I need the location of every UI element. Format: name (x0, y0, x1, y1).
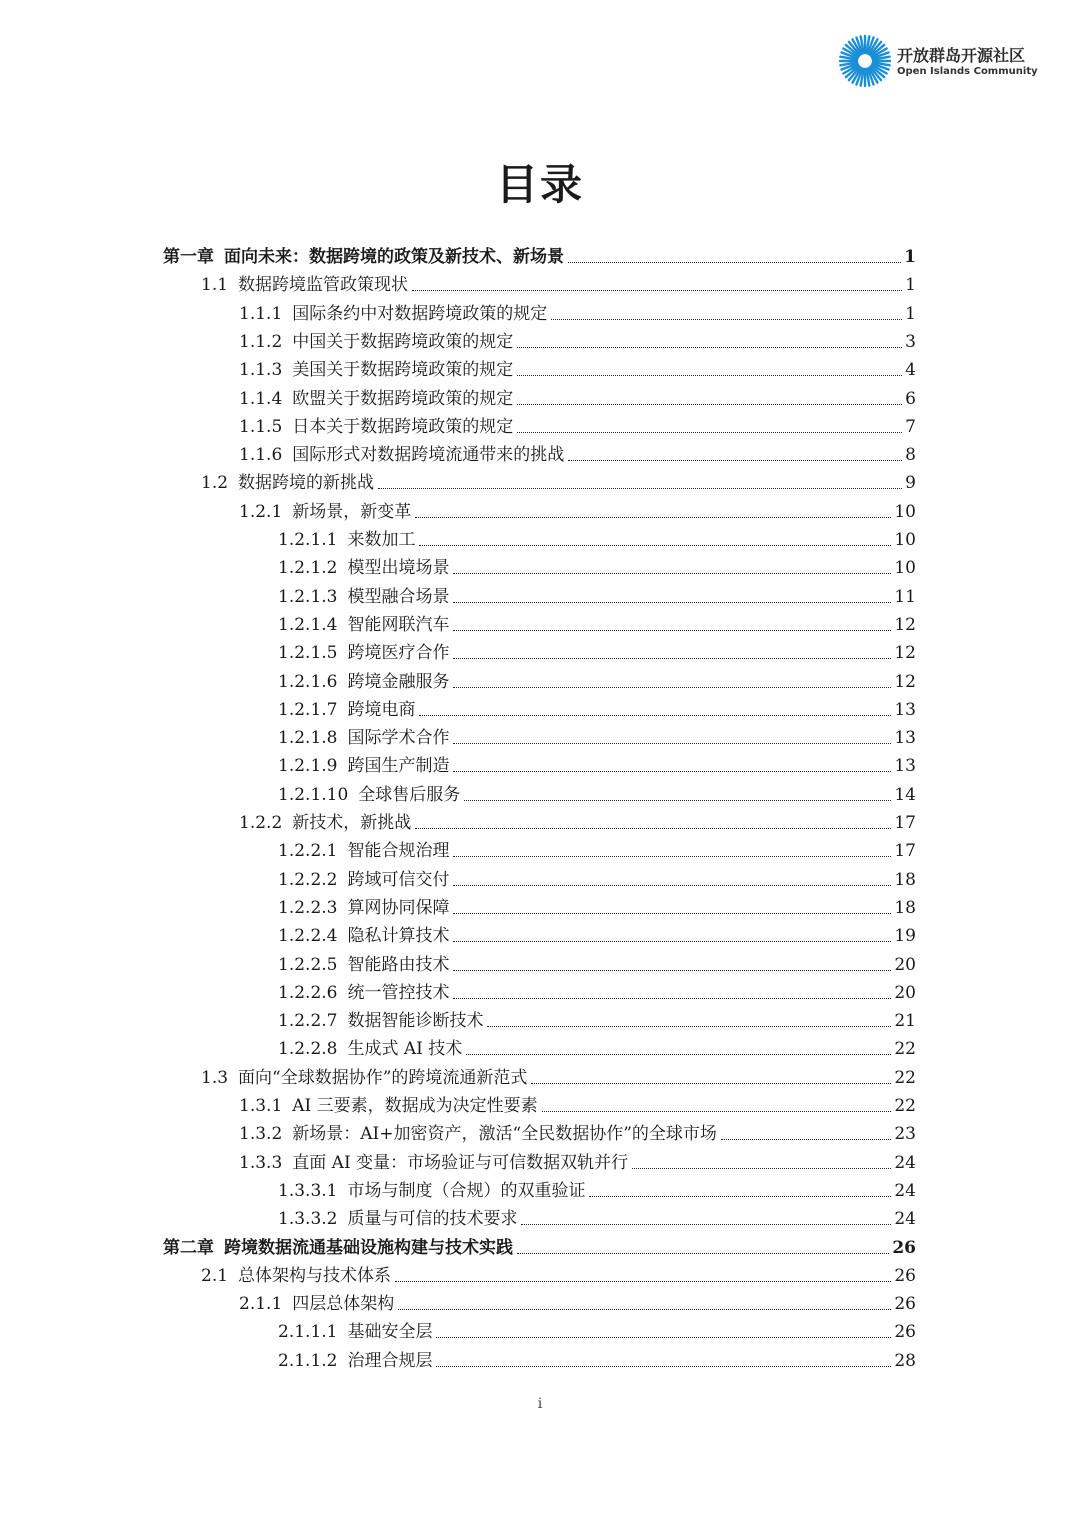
toc-entry-number: 1.1.4 (239, 388, 283, 409)
toc-entry-page: 20 (894, 982, 916, 1003)
sunburst-logo-icon (838, 34, 892, 88)
toc-entry[interactable] (278, 946, 916, 974)
toc-entry-page: 7 (905, 416, 916, 437)
toc-entry-page: 1 (904, 247, 916, 267)
toc-entry-page: 8 (905, 445, 916, 466)
toc-entry-title: 日本关于数据跨境政策的规定 (292, 416, 514, 437)
toc-entry-number: 1.2.2.5 (278, 954, 338, 975)
toc-entry[interactable] (278, 549, 916, 577)
toc-entry-number: 1.2.1.2 (278, 558, 338, 579)
toc-entry-number: 1.1.1 (239, 303, 283, 324)
toc-entry-page: 22 (894, 1096, 916, 1116)
toc-entry-number: 第一章 (163, 247, 214, 267)
toc-dot-leader (517, 375, 902, 376)
toc-entry-number: 1.2.1 (239, 501, 283, 522)
toc-entry[interactable] (278, 889, 916, 917)
toc-entry-number: 1.2.1.7 (278, 699, 338, 720)
toc-entry[interactable] (239, 1285, 916, 1313)
toc-entry-page: 13 (894, 728, 916, 749)
toc-entry-title: 算网协同保障 (347, 897, 450, 918)
toc-dot-leader (415, 828, 891, 829)
toc-entry-title: 跨国生产制造 (347, 756, 450, 777)
toc-dot-leader (453, 687, 891, 688)
toc-entry-page: 17 (894, 841, 916, 862)
toc-entry-title: 跨域可信交付 (347, 869, 450, 890)
toc-entry-number: 1.2.1.3 (278, 586, 338, 607)
toc-entry-page: 6 (905, 388, 916, 409)
toc-dot-leader (517, 1253, 889, 1254)
toc-dot-leader (466, 1054, 891, 1055)
toc-entry-page: 17 (894, 813, 916, 833)
toc-entry[interactable] (278, 606, 916, 634)
toc-dot-leader (412, 290, 902, 291)
toc-entry-page: 13 (894, 699, 916, 720)
toc-entry[interactable] (278, 974, 916, 1002)
toc-dot-leader (453, 743, 891, 744)
toc-entry-title: 生成式 AI 技术 (347, 1039, 463, 1060)
toc-entry-page: 26 (892, 1237, 916, 1258)
toc-entry[interactable] (239, 351, 916, 379)
toc-entry[interactable] (239, 804, 916, 832)
toc-entry-title: 数据跨境的新挑战 (238, 473, 375, 494)
toc-entry-page: 22 (894, 1039, 916, 1060)
toc-entry-title: 模型出境场景 (347, 558, 450, 579)
toc-dot-leader (521, 1224, 891, 1225)
toc-entry-title: 模型融合场景 (347, 586, 450, 607)
toc-entry-title: 智能合规治理 (347, 841, 450, 862)
toc-entry-number: 1.3 (201, 1067, 229, 1088)
toc-entry-number: 1.2.2.4 (278, 926, 338, 947)
toc-entry[interactable] (239, 323, 916, 351)
toc-entry-title: 隐私计算技术 (347, 926, 450, 947)
toc-entry-title: 国际学术合作 (347, 728, 450, 749)
toc-entry-number: 1.2.2.1 (278, 841, 338, 862)
toc-entry-title: 中国关于数据跨境政策的规定 (292, 331, 514, 352)
toc-entry-title: 新场景，新变革 (292, 501, 412, 522)
toc-entry-title: 国际条约中对数据跨境政策的规定 (292, 303, 548, 324)
toc-dot-leader (453, 885, 891, 886)
toc-entry-page: 1 (905, 275, 916, 296)
toc-entry-page: 20 (894, 954, 916, 975)
toc-entry-title: 智能路由技术 (347, 954, 450, 975)
toc-entry[interactable] (201, 1059, 916, 1087)
toc-entry-page: 10 (894, 530, 916, 550)
toc-entry[interactable] (278, 861, 916, 889)
toc-entry-title: 跨境医疗合作 (347, 643, 450, 664)
toc-dot-leader (453, 941, 891, 942)
toc-entry-number: 1.2.2 (239, 813, 283, 833)
toc-entry[interactable] (278, 578, 916, 606)
toc-entry-page: 4 (905, 360, 916, 381)
toc-entry-page: 3 (905, 331, 916, 352)
toc-entry-number: 1.2.1.9 (278, 756, 338, 777)
toc-entry[interactable] (239, 295, 916, 323)
toc-dot-leader (517, 404, 902, 405)
toc-entry-page: 10 (894, 501, 916, 522)
toc-entry-title: 新场景：AI+加密资产，激活“全民数据协作”的全球市场 (292, 1124, 717, 1145)
toc-entry[interactable] (278, 1030, 916, 1058)
toc-entry-number: 1.1.6 (239, 445, 283, 466)
toc-entry[interactable] (239, 436, 916, 464)
toc-dot-leader (453, 856, 891, 857)
toc-entry-page: 22 (894, 1067, 916, 1088)
toc-entry-title: 总体架构与技术体系 (238, 1265, 392, 1286)
toc-entry-number: 1.3.1 (239, 1096, 283, 1116)
toc-entry-page: 11 (894, 586, 916, 607)
logo-name-en: Open Islands Community (897, 66, 1038, 77)
toc-entry-page: 12 (894, 643, 916, 664)
toc-entry-number: 第二章 (163, 1237, 214, 1258)
toc-entry-title: 跨境电商 (347, 699, 416, 720)
toc-entry[interactable] (278, 1200, 916, 1228)
toc-entry[interactable] (239, 380, 916, 408)
toc-entry-title: 新技术，新挑战 (292, 813, 412, 833)
toc-entry-page: 19 (894, 926, 916, 947)
toc-entry-page: 12 (894, 614, 916, 635)
toc-entry-number: 2.1.1 (239, 1294, 283, 1315)
toc-entry-page: 24 (894, 1209, 916, 1230)
toc-entry-title: 美国关于数据跨境政策的规定 (292, 360, 514, 381)
toc-dot-leader (632, 1168, 891, 1169)
toc-entry-page: 13 (894, 756, 916, 777)
toc-entry[interactable] (201, 464, 916, 492)
toc-dot-leader (721, 1139, 891, 1140)
toc-entry-title: AI 三要素，数据成为决定性要素 (292, 1096, 538, 1116)
toc-entry-page: 1 (905, 303, 916, 324)
toc-entry[interactable] (278, 832, 916, 860)
toc-entry-title: 跨境数据流通基础设施构建与技术实践 (224, 1237, 513, 1258)
toc-entry[interactable] (163, 1229, 916, 1257)
toc-entry-number: 1.1.3 (239, 360, 283, 381)
toc-entry-page: 26 (894, 1265, 916, 1286)
toc-entry-title: 统一管控技术 (347, 982, 450, 1003)
toc-entry-number: 1.2.1.5 (278, 643, 338, 664)
toc-entry-number: 1.2.2.7 (278, 1011, 338, 1032)
toc-entry-number: 2.1.1.2 (278, 1350, 338, 1371)
toc-dot-leader (436, 1337, 891, 1338)
toc-entry-number: 1.2.1.10 (278, 784, 349, 805)
toc-entry-page: 18 (894, 897, 916, 918)
toc-dot-leader (517, 432, 902, 433)
toc-dot-leader (453, 771, 891, 772)
toc-dot-leader (551, 319, 902, 320)
toc-entry-title: 全球售后服务 (358, 784, 461, 805)
toc-entry-page: 26 (894, 1322, 916, 1343)
toc-dot-leader (395, 1281, 891, 1282)
toc-entry-number: 1.1.5 (239, 416, 283, 437)
toc-entry-title: 智能网联汽车 (347, 614, 450, 635)
toc-dot-leader (517, 347, 902, 348)
toc-entry-number: 1.2.2.3 (278, 897, 338, 918)
toc-entry-number: 1.1 (201, 275, 229, 296)
toc-entry[interactable] (239, 493, 916, 521)
toc-entry-title: 直面 AI 变量：市场验证与可信数据双轨并行 (292, 1152, 629, 1173)
toc-entry[interactable] (201, 266, 916, 294)
toc-dot-leader (464, 800, 891, 801)
toc-entry-page: 12 (894, 671, 916, 692)
toc-dot-leader (378, 488, 902, 489)
page-title: 目录 (495, 160, 584, 209)
toc-dot-leader (415, 517, 891, 518)
toc-entry-number: 1.2.2.6 (278, 982, 338, 1003)
toc-entry-number: 1.3.3.1 (278, 1180, 338, 1201)
toc-dot-leader (453, 970, 891, 971)
toc-entry[interactable] (278, 747, 916, 775)
toc-entry-title: 面向“全球数据协作”的跨境流通新范式 (238, 1067, 528, 1088)
toc-entry-number: 2.1 (201, 1265, 229, 1286)
toc-dot-leader (531, 1083, 891, 1084)
toc-dot-leader (453, 998, 891, 999)
toc-entry[interactable] (278, 776, 916, 804)
toc-entry-page: 24 (894, 1180, 916, 1201)
toc-dot-leader (419, 545, 891, 546)
toc-entry[interactable] (278, 1002, 916, 1030)
toc-dot-leader (436, 1366, 891, 1367)
toc-dot-leader (398, 1309, 891, 1310)
toc-entry-page: 18 (894, 869, 916, 890)
toc-entry-title: 面向未来：数据跨境的政策及新技术、新场景 (224, 247, 564, 267)
toc-entry-page: 14 (894, 784, 916, 805)
toc-entry[interactable] (278, 1172, 916, 1200)
toc-entry-page: 24 (894, 1152, 916, 1173)
logo-name-cn: 开放群岛开源社区 (897, 46, 1026, 65)
toc-entry[interactable] (278, 1313, 916, 1341)
toc-entry-number: 1.2 (201, 473, 229, 494)
toc-entry-number: 1.3.3.2 (278, 1209, 338, 1230)
toc-entry-title: 基础安全层 (347, 1322, 433, 1343)
toc-dot-leader (542, 1111, 892, 1112)
toc-dot-leader (453, 602, 891, 603)
toc-dot-leader (453, 573, 891, 574)
toc-entry[interactable] (239, 1115, 916, 1143)
toc-entry-title: 国际形式对数据跨境流通带来的挑战 (292, 445, 565, 466)
toc-entry[interactable] (239, 1087, 916, 1115)
toc-entry[interactable] (278, 719, 916, 747)
toc-entry[interactable] (201, 1257, 916, 1285)
toc-entry[interactable] (278, 691, 916, 719)
toc-entry-title: 欧盟关于数据跨境政策的规定 (292, 388, 514, 409)
toc-dot-leader (487, 1026, 891, 1027)
toc-entry-title: 数据智能诊断技术 (347, 1011, 484, 1032)
toc-entry-page: 26 (894, 1294, 916, 1315)
toc-entry-title: 市场与制度（合规）的双重验证 (347, 1180, 586, 1201)
toc-entry-number: 1.2.1.1 (278, 530, 338, 550)
toc-entry-number: 1.2.2.8 (278, 1039, 338, 1060)
toc-entry[interactable] (278, 1342, 916, 1370)
toc-entry[interactable] (278, 521, 916, 549)
toc-entry[interactable] (163, 238, 916, 266)
toc-entry[interactable] (278, 663, 916, 691)
toc-entry-number: 1.3.3 (239, 1152, 283, 1173)
toc-entry-title: 质量与可信的技术要求 (347, 1209, 518, 1230)
page-number: i (537, 1396, 543, 1412)
toc-dot-leader (568, 460, 902, 461)
toc-dot-leader (568, 262, 901, 263)
toc-entry-number: 1.1.2 (239, 331, 283, 352)
toc-entry[interactable] (278, 634, 916, 662)
toc-entry-number: 1.2.1.6 (278, 671, 338, 692)
toc-entry-number: 2.1.1.1 (278, 1322, 338, 1343)
toc-dot-leader (589, 1196, 891, 1197)
toc-entry-page: 9 (905, 473, 916, 494)
toc-entry-title: 来数加工 (347, 530, 416, 550)
toc-entry-number: 1.3.2 (239, 1124, 283, 1145)
toc-entry-page: 21 (894, 1011, 916, 1032)
toc-entry-number: 1.2.1.4 (278, 614, 338, 635)
toc-entry-title: 数据跨境监管政策现状 (238, 275, 409, 296)
toc-entry-title: 四层总体架构 (292, 1294, 395, 1315)
toc-entry[interactable] (239, 1144, 916, 1172)
toc-dot-leader (453, 630, 891, 631)
toc-entry-title: 治理合规层 (347, 1350, 433, 1371)
toc-dot-leader (453, 658, 891, 659)
community-logo (838, 34, 1058, 90)
toc-entry[interactable] (278, 917, 916, 945)
toc-entry-page: 28 (894, 1350, 916, 1371)
toc-dot-leader (453, 913, 891, 914)
toc-entry-page: 23 (894, 1124, 916, 1145)
toc-entry-title: 跨境金融服务 (347, 671, 450, 692)
toc-entry-number: 1.2.1.8 (278, 728, 338, 749)
toc-entry-number: 1.2.2.2 (278, 869, 338, 890)
toc-dot-leader (419, 715, 891, 716)
toc-entry-page: 10 (894, 558, 916, 579)
toc-entry[interactable] (239, 408, 916, 436)
